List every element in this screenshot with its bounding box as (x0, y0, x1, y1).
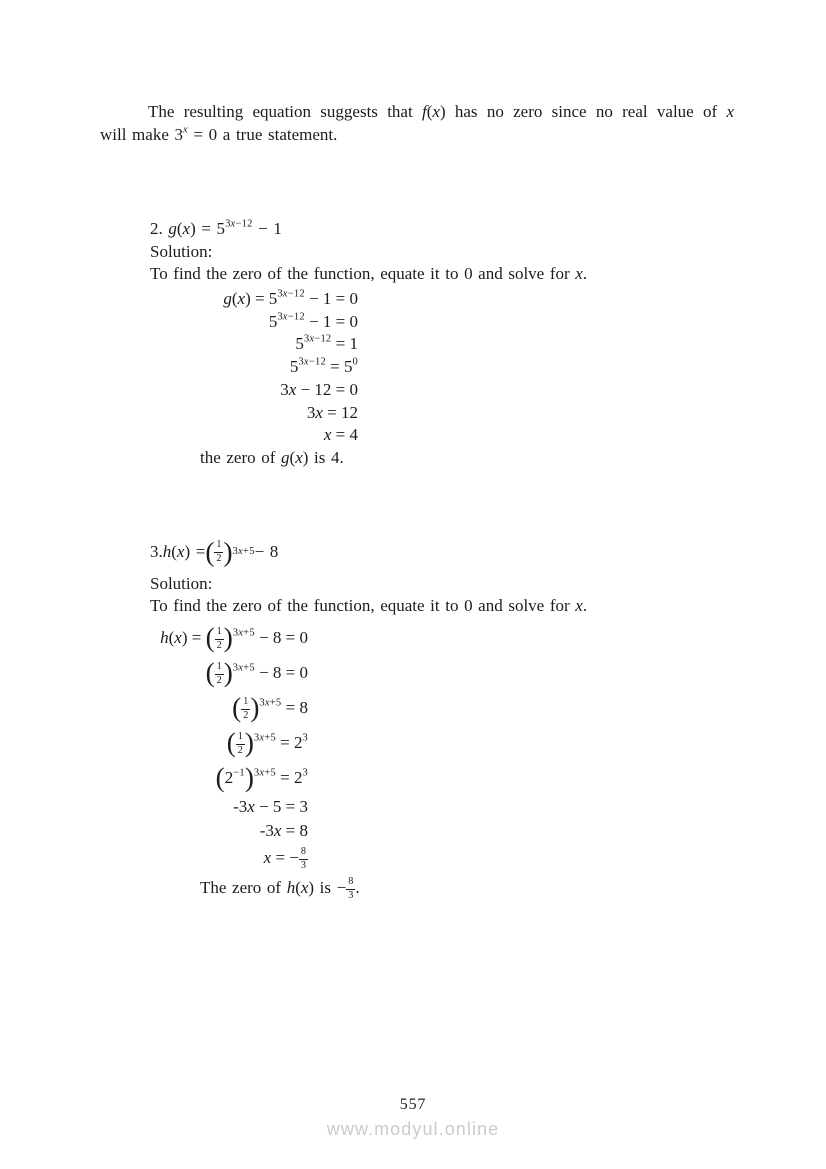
paragraph-line: will make $3^x = 0$ a true statement. (100, 124, 338, 144)
instruction-text: To find the zero of the function, equate it to 0 and solve for x. (150, 264, 588, 283)
conclusion-text: the zero of g(x) is 4. (200, 447, 344, 467)
equation-step: x = 4 (323, 425, 358, 445)
equation-step: x = − $\frac{8}{3}$ (263, 846, 306, 871)
equation-step: $g(x) = 5^{3x-12} - 1 = 0$ (223, 288, 358, 308)
equation-step: 3x = 12 (306, 402, 358, 422)
equation-step: -3x = 8 (259, 821, 308, 840)
equation-step: $5^{3x-12} = 1$ (295, 333, 358, 354)
watermark: www.modyul.online (326, 1119, 500, 1139)
solution-label: Solution: (150, 242, 213, 261)
paragraph-line: The resulting equation suggests that f(x) has no zero since no real value of x (148, 102, 734, 121)
equation-step: $5^{3x-12} = 5^0$ (289, 356, 358, 377)
problem-3-section (150, 531, 670, 903)
problem-2-section (150, 217, 670, 469)
equation-step: ( $\frac{1}{2}$ )$^{3x+5}$ − 8 = 0 (205, 657, 308, 688)
problem-3-statement: 3. h ( x ) = ( $\frac{1}{2}$ ) 3x+5 − 8 (150, 537, 279, 567)
equation-steps (150, 620, 308, 873)
problem-2-statement: 2. $g(x) = 5^{3x-12} - 1$ (150, 218, 282, 238)
solution-label: Solution: (150, 574, 213, 593)
equation-steps (150, 288, 358, 447)
equation-step: 3x − 12 = 0 (280, 379, 358, 399)
equation-step: ( $\frac{1}{2}$ )$^{3x+5}$ = 8 (232, 692, 308, 723)
page-number: 557 (399, 1096, 427, 1113)
intro-paragraph (100, 100, 734, 146)
conclusion-text: The zero of h(x) is − $\frac{8}{3}$ . (200, 876, 360, 901)
equation-step: -3x − 5 = 3 (233, 797, 308, 816)
equation-step: $5^{3x-12} - 1 = 0$ (268, 311, 358, 331)
instruction-text: To find the zero of the function, equate it to 0 and solve for x. (150, 596, 588, 615)
equation-step: $(2^{-1})^{3x+5} = 2^3$ (215, 762, 308, 793)
equation-step: ( $\frac{1}{2}$ )$^{3x+5} = 2^3$ (226, 727, 308, 758)
equation-step: h(x) = ( $\frac{1}{2}$ )$^{3x+5}$ − 8 = 0 (160, 622, 308, 653)
